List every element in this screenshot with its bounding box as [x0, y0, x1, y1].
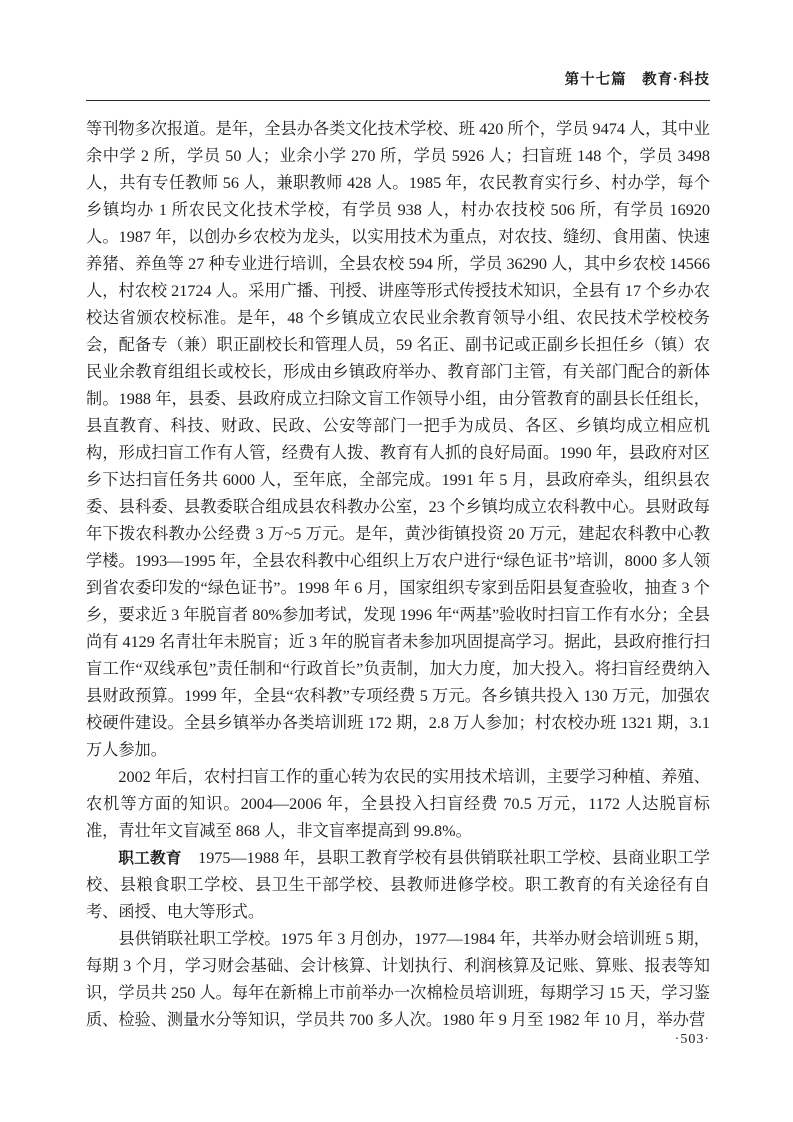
paragraph-worker-education: [86, 845, 710, 926]
paragraph-lead-bold: 职工教育: [118, 850, 182, 867]
paragraph-supply-school: 县供销联社职工学校。1975 年 3 月创办，1977—1984 年，共举办财会培训班 5 期，每期 3 个月，学习财会基础、会计核算、计划执行、利润核算及记账、算账、报表等知识，学员共 250 人。每年在新棉上市前举办一次棉检员培训班，每期学习 15 天，学习鉴质、检验、测量水分等知识，学员共 700 多人次。1980 年 9 月至 1982 年 10 月，举办营: [86, 930, 710, 1029]
paragraph-continuation: 等刊物多次报道。是年，全县办各类文化技术学校、班 420 所个，学员 9474 人，其中业余中学 2 所，学员 50 人；业余小学 270 所，学员 5926 人；扫盲班 148 个，学员 3498 人，共有专任教师 56 人，兼职教师 428 人。1985 年，农民教育实行乡、村办学，每个乡镇均办 1 所农民文化技术学校，有学员 938 人，村办农技校 506 所，有学员 16920 人。1987 年，以创办乡农校为龙头，以实用技术为重点，对农技、缝纫、食用菌、快速养猪、养鱼等 27 种专业进行培训，全县农校 594 所，学员 36290 人，其中乡农校 14566 人，村农校 21724 人。采用广播、刊授、讲座等形式传授技术知识，全县有 17 个乡办农校达省颁农校标准。是年，48 个乡镇成立农民业余教育领导小组、农民技术学校校务会，配备专（兼）职正副校长和管理人员，59 名正、副书记或正副乡长担任乡（镇）农民业余教育组组长或校长，形成由乡镇政府举办、教育部门主管，有关部门配合的新体制。1988 年，县委、县政府成立扫除文盲工作领导小组，由分管教育的副县长任组长，县直教育、科技、财政、民政、公安等部门一把手为成员、各区、乡镇均成立相应机构，形成扫盲工作有人管，经费有人拨、教育有人抓的良好局面。1990 年，县政府对区乡下达扫盲任务共 6000 人，至年底，全部完成。1991 年 5 月，县政府牵头，组织县农委、县科委、县教委联合组成县农科教办公室，23 个乡镇均成立农科教中心。县财政每年下拨农科教办公经费 3 万~5 万元。是年，黄沙街镇投资 20 万元，建起农科教中心教学楼。1993—1995 年，全县农科教中心组织上万农户进行“绿色证书”培训，8000 多人领到省农委印发的“绿色证书”。1998 年 6 月，国家组织专家到岳阳县复查验收，抽查 3 个乡，要求近 3 年脱盲者 80%参加考试，发现 1996 年“两基”验收时扫盲工作有水分；全县尚有 4129 名青壮年未脱盲；近 3 年的脱盲者未参加巩固提高学习。据此，县政府推行扫盲工作“双线承包”责任制和“行政首长”负责制，加大力度，加大投入。将扫盲经费纳入县财政预算。1999 年，全县“农科教”专项经费 5 万元。各乡镇共投入 130 万元，加强农校硬件建设。全县乡镇举办各类培训班 172 期，2.8 万人参加；村农校办班 1321 期，3.1 万人参加。: [86, 120, 710, 759]
paragraph-2002-literacy: 2002 年后，农村扫盲工作的重心转为农民的实用技术培训，主要学习种植、养殖、农机等方面的知识。2004—2006 年，全县投入扫盲经费 70.5 万元，1172 人达脱盲标准，青壮年文盲减至 868 人，非文盲率提高到 99.8%。: [86, 768, 710, 840]
page-number: ·503·: [674, 1032, 710, 1047]
page-header: [86, 68, 710, 101]
paragraph-lead-body: 1975—1988 年，县职工教育学校有县供销联社职工学校、县商业职工学校、县粮食职工学校、县卫生干部学校、县教师进修学校。职工教育的有关途径有自考、函授、电大等形式。: [86, 849, 710, 921]
page-body: [86, 116, 710, 1034]
chapter-title: 第十七篇 教育·科技: [564, 72, 710, 88]
page-footer: [86, 1032, 710, 1048]
